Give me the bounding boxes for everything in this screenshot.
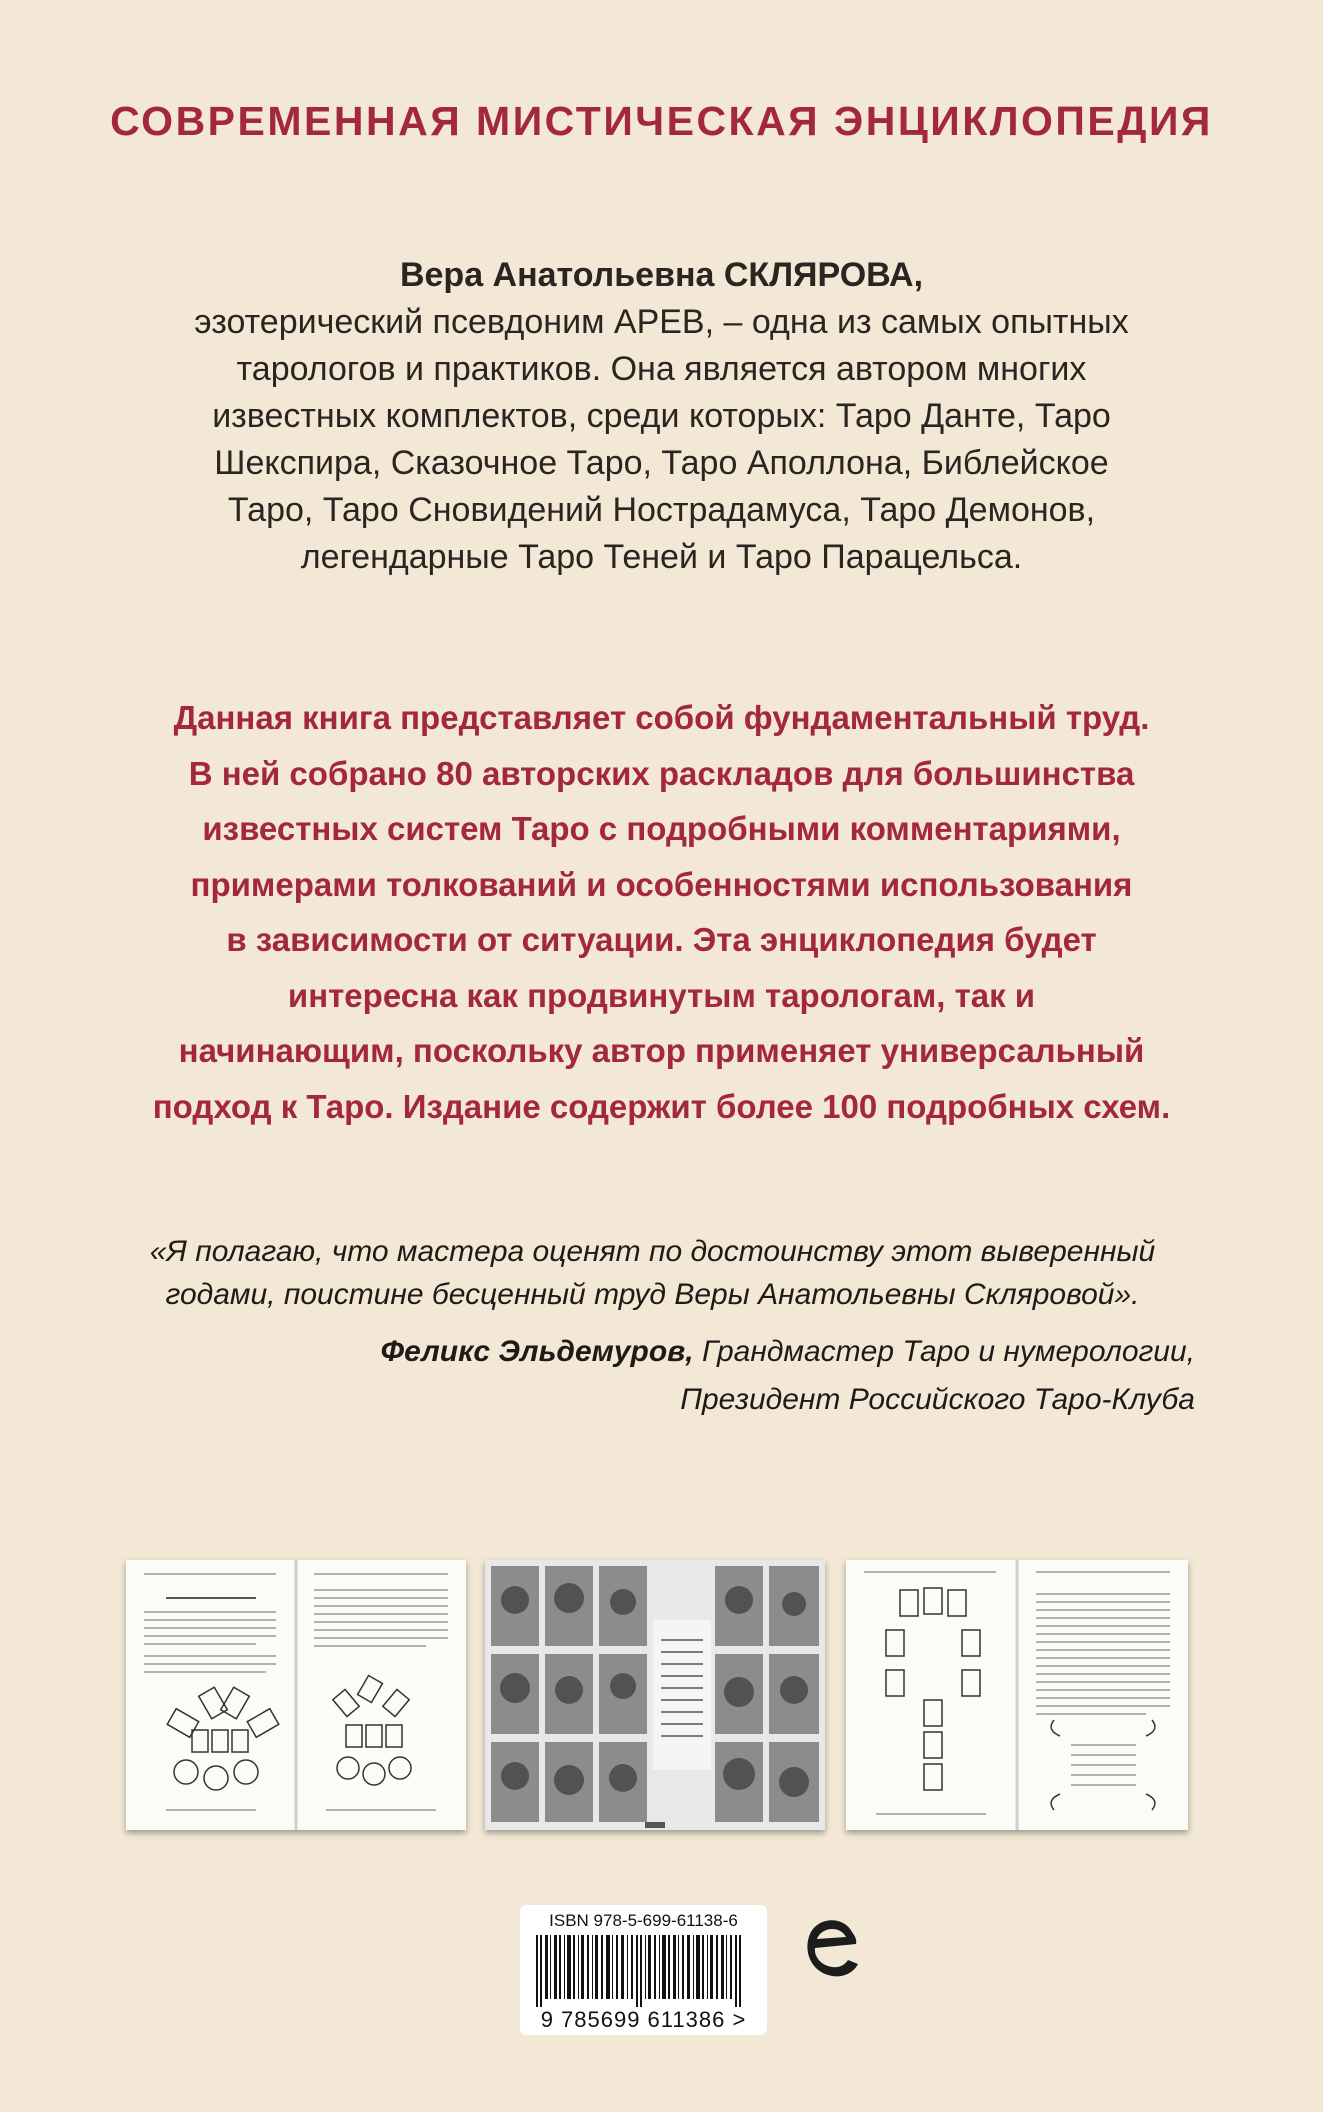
book-spread-image-1 bbox=[126, 1560, 466, 1830]
bio-line: Таро, Таро Сновидений Нострадамуса, Таро Демонов, bbox=[227, 491, 1096, 529]
description-line: в зависимости от ситуации. Эта энциклопедия будет bbox=[226, 921, 1097, 958]
bio-line: эзотерический псевдоним АРЕВ, – одна из самых опытных bbox=[194, 303, 1129, 341]
sample-spreads bbox=[126, 1560, 1188, 1830]
quote-author-title: Грандмастер Таро и нумерологии, bbox=[693, 1335, 1195, 1368]
book-description bbox=[100, 690, 1223, 1134]
barcode bbox=[520, 1905, 767, 2035]
quote-line: «Я полагаю, что мастера оценят по достоинству этот выверенный bbox=[149, 1235, 1156, 1268]
bio-line: тарологов и практиков. Она является автором многих bbox=[236, 350, 1087, 388]
description-line: интересна как продвинутым тарологам, так и bbox=[287, 976, 1036, 1014]
barcode-number: 9 785699 611386 > bbox=[540, 2007, 747, 2032]
quote-author-title-2: Президент Российского Таро-Клуба bbox=[680, 1383, 1195, 1416]
quote-author-name: Феликс Эльдемуров, bbox=[380, 1335, 694, 1368]
book-spread-image-2 bbox=[485, 1560, 825, 1830]
book-spread-image-3 bbox=[846, 1560, 1188, 1830]
description-line: Данная книга представляет собой фундаментальный труд. bbox=[173, 699, 1150, 736]
description-line: начинающим, поскольку автор применяет универсальный bbox=[178, 1032, 1145, 1069]
author-name: Вера Анатольевна СКЛЯРОВА, bbox=[399, 256, 924, 294]
author-bio bbox=[110, 252, 1213, 581]
isbn-label: ISBN 978-5-699-61138-6 bbox=[549, 1911, 738, 1930]
bio-line: известных комплектов, среди которых: Таро Данте, Таро bbox=[212, 397, 1111, 435]
series-title: СОВРЕМЕННАЯ МИСТИЧЕСКАЯ ЭНЦИКЛОПЕДИЯ bbox=[110, 98, 1213, 144]
quote-attribution bbox=[110, 1328, 1195, 1424]
description-line: В ней собрано 80 авторских раскладов для большинства bbox=[188, 754, 1135, 792]
quote-line: годами, поистине бесценный труд Веры Анатольевны Скляровой». bbox=[165, 1278, 1140, 1311]
description-line: примерами толкований и особенностями использования bbox=[190, 865, 1133, 903]
bio-line: легендарные Таро Теней и Таро Парацельса. bbox=[300, 538, 1023, 576]
description-line: подход к Таро. Издание содержит более 100 подробных схем. bbox=[152, 1087, 1171, 1125]
description-line: известных систем Таро с подробными комментариями, bbox=[202, 810, 1121, 847]
endorsement-quote bbox=[110, 1230, 1195, 1424]
quote-text bbox=[110, 1230, 1195, 1316]
bio-line: Шекспира, Сказочное Таро, Таро Аполлона, Библейское bbox=[214, 444, 1109, 482]
publisher-logo-icon bbox=[800, 1910, 864, 1984]
barcode-icon bbox=[534, 1935, 754, 2007]
